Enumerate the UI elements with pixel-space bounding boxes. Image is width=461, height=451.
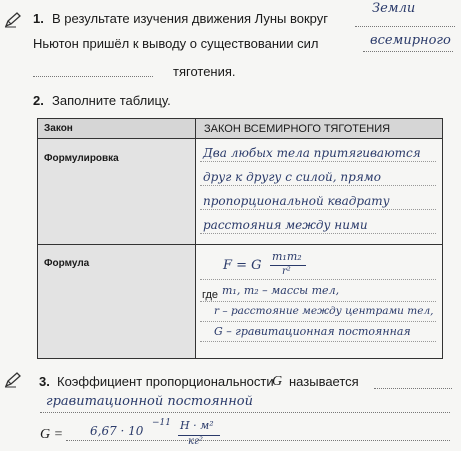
formula-numerator: m₁m₂ [272, 250, 302, 263]
formula-denominator: r² [282, 266, 291, 277]
q1-answer-b: всемирного [370, 33, 451, 48]
g-unit-denominator: кг² [188, 436, 204, 447]
table-row-formula [38, 244, 442, 245]
q1-blank-c [33, 76, 153, 77]
where-line-3: G – гравитационная постоянная [214, 325, 411, 338]
q1-text-b: Ньютон пришёл к выводу о существовании сил [33, 36, 319, 51]
where-line-1: m₁, m₂ – массы тел, [222, 284, 340, 297]
g-label: G = [40, 427, 64, 442]
header-right-label: ЗАКОН ВСЕМИРНОГО ТЯГОТЕНИЯ [204, 123, 391, 135]
q3-number: 3. [39, 374, 50, 389]
q2-text: Заполните таблицу. [52, 93, 171, 108]
g-blank [66, 440, 450, 441]
row-formula-label: Формула [44, 258, 90, 269]
g-value: 6,67 · 10 [90, 424, 144, 438]
q1-answer-a: Земли [372, 1, 416, 16]
formulation-line-2: друг к другу с силой, прямо [203, 170, 381, 184]
where-label: где [202, 289, 219, 301]
q3-text-b: называется [289, 374, 359, 389]
formulation-line-4: расстояния между ними [203, 218, 368, 232]
q3-var: G [272, 374, 283, 389]
q1-blank-a [355, 26, 455, 27]
formulation-line-1: Два любых тела притягиваются [203, 146, 421, 160]
q1-number: 1. [33, 11, 44, 26]
q2-number: 2. [33, 93, 44, 108]
row-formulation-label: Формулировка [44, 153, 119, 164]
pencil-icon [4, 372, 22, 388]
q3-blank-a [374, 388, 452, 389]
q1-text-a: В результате изучения движения Луны вокруг [52, 11, 328, 26]
q3-text-a: Коэффициент пропорциональности [57, 374, 274, 389]
where-line-2: r – расстояние между центрами тел, [214, 305, 434, 317]
formulation-line-3: пропорциональной квадрату [203, 194, 390, 208]
q3-blank-b [40, 412, 450, 413]
header-left-label: Закон [44, 123, 73, 134]
law-table [37, 118, 443, 359]
pencil-icon [4, 12, 22, 28]
q3-answer: гравитационной постоянной [46, 394, 253, 409]
g-exponent: −11 [152, 418, 171, 428]
q1-blank-b [363, 51, 453, 52]
q1-text-c: тяготения. [173, 64, 236, 79]
formula-lhs: F = G [223, 258, 262, 273]
g-unit-numerator: Н · м² [180, 419, 214, 432]
